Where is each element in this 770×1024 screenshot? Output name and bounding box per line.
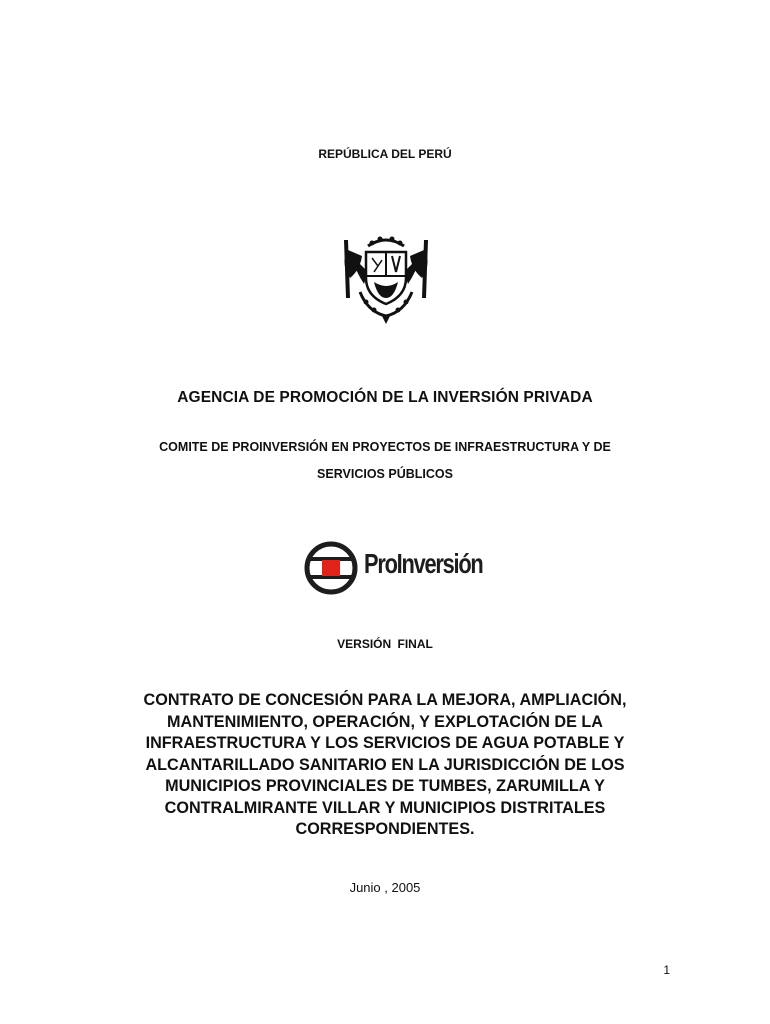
title-line: CONTRATO DE CONCESIÓN PARA LA MEJORA, AMPLIACIÓN,	[143, 691, 627, 709]
page-number: 1	[663, 963, 670, 977]
agency-name: AGENCIA DE PROMOCIÓN DE LA INVERSIÓN PRIVADA	[177, 389, 593, 406]
title-line: MANTENIMIENTO, OPERACIÓN, Y EXPLOTACIÓN DE LA	[167, 712, 603, 731]
committee-line: SERVICIOS PÚBLICOS	[317, 467, 453, 481]
title-line: CONTRALMIRANTE VILLAR Y MUNICIPIOS DISTRITALES	[164, 798, 606, 817]
committee-name	[0, 434, 770, 488]
coat-of-arms-icon	[338, 232, 434, 326]
committee-line: COMITE DE PROINVERSIÓN EN PROYECTOS DE INFRAESTRUCTURA Y DE	[159, 440, 611, 454]
document-date: Junio , 2005	[349, 880, 421, 895]
title-line: ALCANTARILLADO SANITARIO EN LA JURISDICCIÓN DE LOS	[145, 755, 625, 774]
proinversion-logo-icon	[304, 541, 358, 595]
title-line: INFRAESTRUCTURA Y LOS SERVICIOS DE AGUA POTABLE Y	[145, 734, 625, 752]
proinversion-logo	[304, 541, 486, 595]
version-label: VERSIÓN FINAL	[337, 637, 433, 651]
title-line: MUNICIPIOS PROVINCIALES DE TUMBES, ZARUMILLA Y	[165, 777, 605, 795]
logo-wordmark: ProInversión	[364, 548, 483, 579]
title-line: CORRESPONDIENTES.	[295, 820, 475, 838]
contract-title	[100, 690, 670, 841]
country-heading: REPÚBLICA DEL PERÚ	[318, 147, 452, 161]
